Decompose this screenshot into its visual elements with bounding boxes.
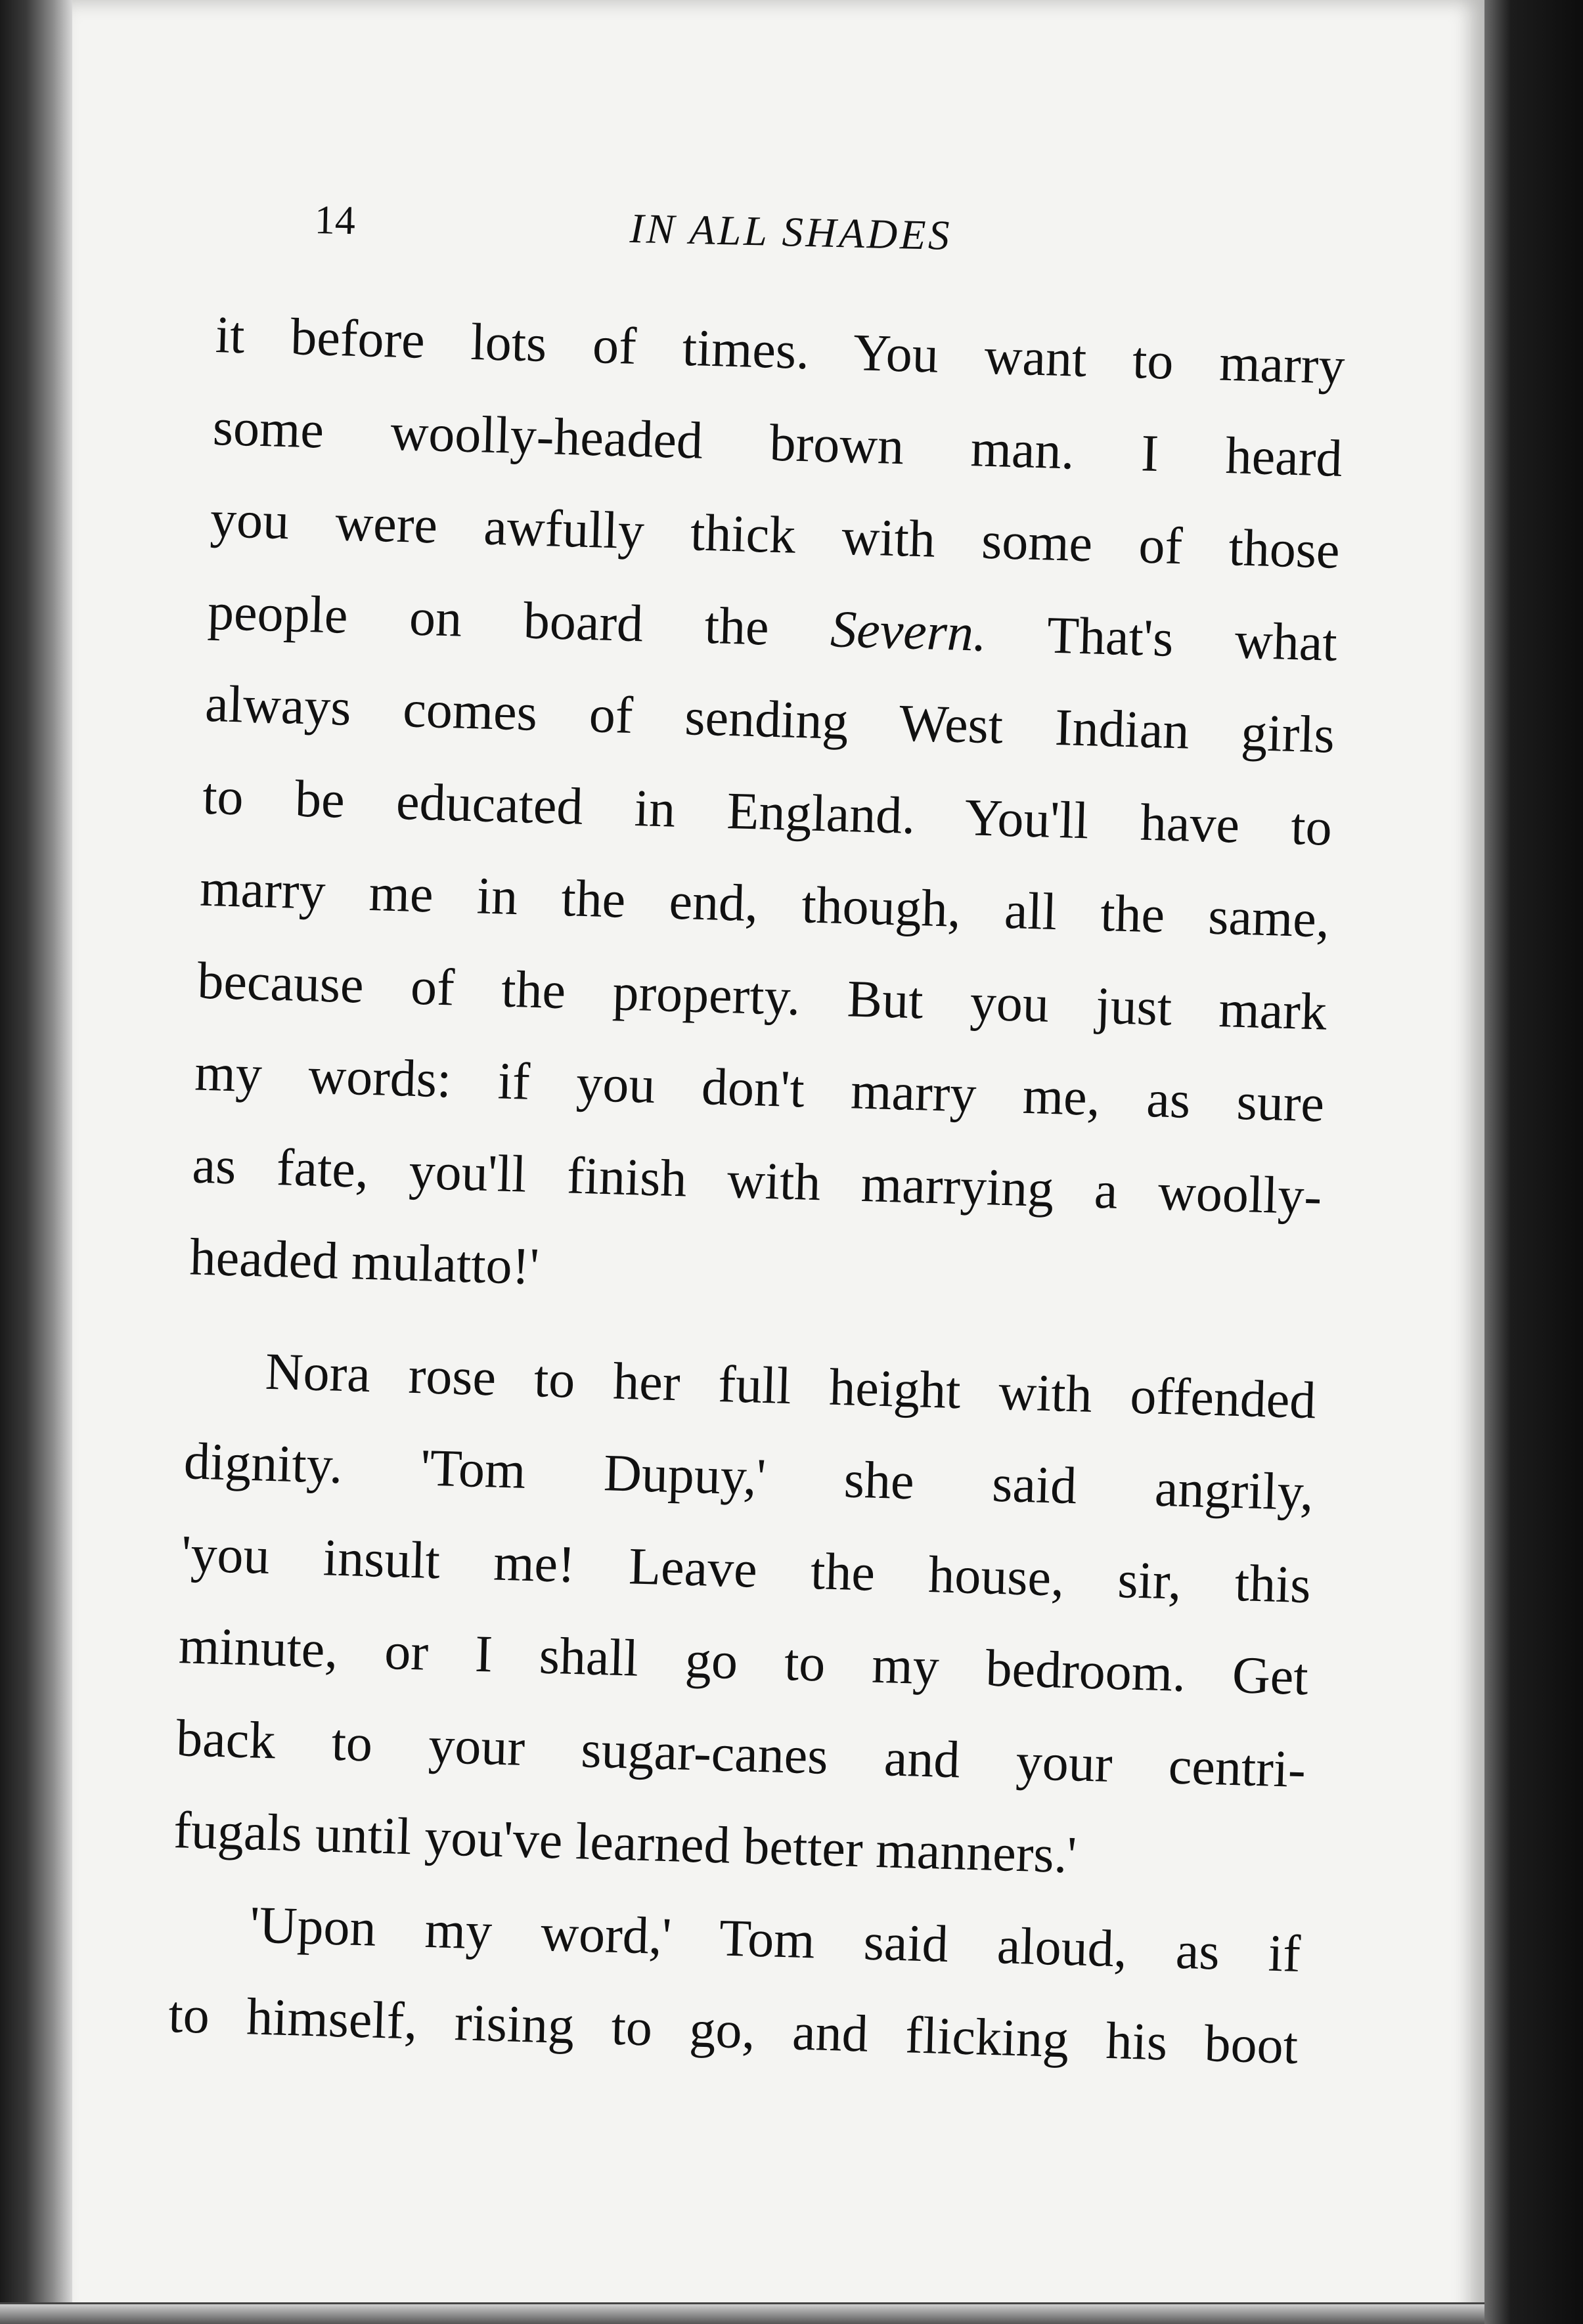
page-number: 14 [314, 197, 356, 244]
text-span: people on board the [207, 582, 832, 658]
page-bottom-edge [0, 2302, 1484, 2324]
text-span: That's what [985, 604, 1338, 672]
text-line: because of the property. But you just mark [196, 952, 1328, 1041]
text-line: minute, or I shall go to my bedroom. Get [178, 1617, 1309, 1707]
text-line: to himself, rising to go, and flicking his boot [167, 1985, 1299, 2075]
text-line: you were awfully thick with some of those [209, 490, 1341, 580]
text-line: fugals until you've learned better manners.' [173, 1801, 1078, 1885]
text-line: some woolly-headed brown man. I heard [212, 398, 1343, 488]
text-line: back to your sugar-canes and your centri- [175, 1709, 1306, 1799]
running-title: IN ALL SHADES [629, 204, 953, 259]
book-edge-shadow [1484, 0, 1583, 2324]
text-line: headed mulatto!' [189, 1228, 540, 1296]
text-line: 'Upon my word,' Tom said aloud, as if [249, 1895, 1302, 1983]
text-line: as fate, you'll finish with marrying a woolly- [191, 1135, 1323, 1225]
text-line: dignity. 'Tom Dupuy,' she said angrily, [183, 1432, 1314, 1522]
ship-name: Severn. [830, 600, 988, 663]
book-spine [0, 0, 72, 2324]
text-line: always comes of sending West Indian girls [204, 674, 1335, 764]
body-text [167, 289, 1347, 2092]
text-line: it before lots of times. You want to marry [214, 305, 1346, 395]
text-line: marry me in the end, though, all the same, [199, 859, 1331, 949]
text-line: my words: if you don't marry me, as sure [194, 1043, 1326, 1133]
text-line: to be educated in England. You'll have to [202, 767, 1333, 857]
text-line: Nora rose to her full height with offended [264, 1342, 1317, 1430]
text-line: 'you insult me! Leave the house, sir, this [180, 1524, 1312, 1614]
